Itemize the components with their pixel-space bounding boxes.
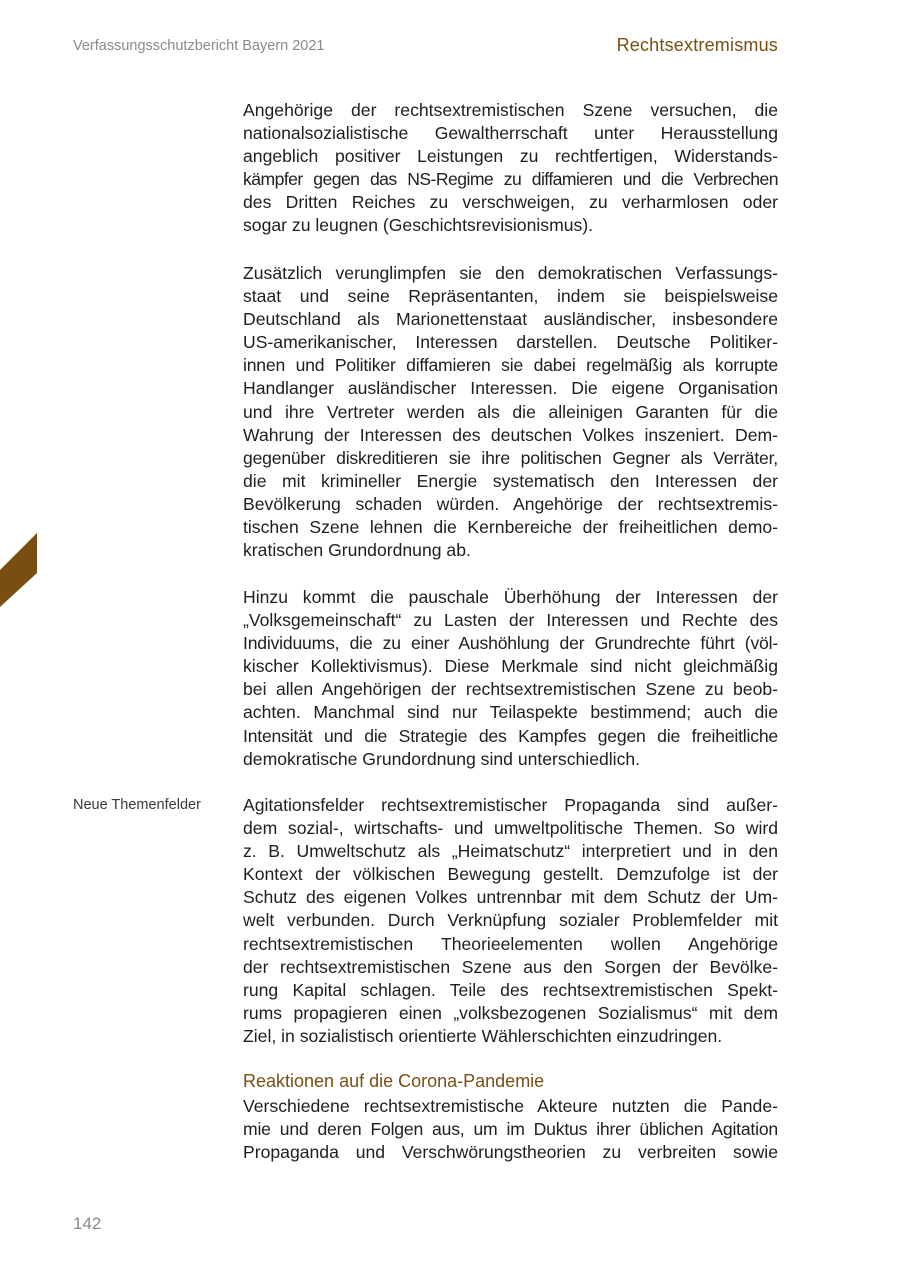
paragraph-3	[243, 586, 778, 771]
paragraph-line: kämpfer gegen das NS-Regime zu diffamieren und die Verbrechen	[243, 169, 778, 190]
paragraph-line: mie und deren Folgen aus, um im Duktus ihrer üblichen Agitation	[243, 1119, 778, 1140]
paragraph-line: die mit krimineller Energie systematisch den Interessen der	[243, 470, 778, 491]
paragraph-line: Agitationsfelder rechtsextremistischer Propaganda sind außer-	[243, 795, 778, 815]
paragraph-line: Wahrung der Interessen des deutschen Volkes inszeniert. Dem-	[243, 424, 778, 445]
paragraph-line: innen und Politiker diffamieren sie dabei regelmäßig als korrupte	[243, 355, 778, 376]
paragraph-line: rechtsextremistischen Theorieelementen wollen Angehörige	[243, 933, 778, 954]
paragraph-line: welt verbunden. Durch Verknüpfung sozialer Problemfelder mit	[243, 910, 778, 931]
paragraph-line: Kontext der völkischen Bewegung gestellt. Demzufolge ist der	[243, 864, 778, 885]
paragraph-4	[243, 794, 778, 1048]
paragraph-line: Zusätzlich verunglimpfen sie den demokratischen Verfassungs-	[243, 263, 778, 283]
paragraph-line: z. B. Umweltschutz als „Heimatschutz“ interpretiert und in den	[243, 841, 778, 862]
paragraph-line: Intensität und die Strategie des Kampfes gegen die freiheitliche	[243, 725, 778, 746]
paragraph-line: Propaganda und Verschwörungstheorien zu verbreiten sowie	[243, 1142, 778, 1163]
paragraph-line: Ziel, in sozialistisch orientierte Wählerschichten einzudringen.	[243, 1025, 723, 1046]
paragraph-line: „Volksgemeinschaft“ zu Lasten der Interessen und Rechte des	[243, 610, 778, 631]
document-title: Verfassungsschutzbericht Bayern 2021	[73, 38, 325, 54]
paragraph-line: demokratische Grundordnung sind unterschiedlich.	[243, 748, 641, 769]
paragraph-line: rums propagieren einen „volksbezogenen Sozialismus“ mit dem	[243, 1002, 778, 1023]
margin-note: Neue Themenfelder	[73, 797, 201, 813]
paragraph-line: des Dritten Reiches zu verschweigen, zu verharmlosen oder	[243, 192, 778, 213]
paragraph-line: kratischen Grundordnung ab.	[243, 540, 471, 561]
paragraph-line: Angehörige der rechtsextremistischen Szene versuchen, die	[243, 100, 778, 120]
paragraph-line: dem sozial-, wirtschafts- und umweltpolitische Themen. So wird	[243, 818, 778, 839]
section-title: Rechtsextremismus	[616, 35, 778, 55]
paragraph-line: Bevölkerung schaden würden. Angehörige der rechtsextremis-	[243, 493, 778, 514]
paragraph-line: Hinzu kommt die pauschale Überhöhung der Interessen der	[243, 587, 778, 607]
paragraph-line: achten. Manchmal sind nur Teilaspekte bestimmend; auch die	[243, 702, 778, 723]
paragraph-line: gegenüber diskreditieren sie ihre politischen Gegner als Verräter,	[243, 447, 778, 468]
paragraph-1	[243, 99, 778, 238]
paragraph-line: rung Kapital schlagen. Teile des rechtsextremistischen Spekt-	[243, 979, 778, 1000]
section-subheading: Reaktionen auf die Corona-Pandemie	[243, 1071, 545, 1091]
chapter-tab-marker	[0, 533, 37, 607]
paragraph-line: staat und seine Repräsentanten, indem sie beispielsweise	[243, 286, 778, 307]
paragraph-line: sogar zu leugnen (Geschichtsrevisionismus).	[243, 215, 594, 236]
paragraph-line: Handlanger ausländischer Interessen. Die eigene Organisation	[243, 378, 778, 399]
paragraph-line: Verschiedene rechtsextremistische Akteure nutzten die Pande-	[243, 1096, 778, 1116]
paragraph-line: tischen Szene lehnen die Kernbereiche der freiheitlichen demo-	[243, 517, 778, 538]
paragraph-line: kischer Kollektivismus). Diese Merkmale sind nicht gleichmäßig	[243, 656, 778, 677]
paragraph-line: Schutz des eigenen Volkes untrennbar mit dem Schutz der Um-	[243, 887, 778, 908]
paragraph-5	[243, 1095, 778, 1164]
paragraph-line: nationalsozialistische Gewaltherrschaft unter Herausstellung	[243, 123, 778, 144]
paragraph-line: der rechtsextremistischen Szene aus den Sorgen der Bevölke-	[243, 956, 778, 977]
paragraph-line: US-amerikanischer, Interessen darstellen. Deutsche Politiker-	[243, 332, 778, 353]
paragraph-2	[243, 262, 778, 562]
paragraph-line: angeblich positiver Leistungen zu rechtfertigen, Widerstands-	[243, 146, 778, 167]
paragraph-line: Individuums, die zu einer Aushöhlung der Grundrechte führt (völ-	[243, 633, 778, 654]
paragraph-line: und ihre Vertreter werden als die alleinigen Garanten für die	[243, 401, 778, 422]
page-number: 142	[73, 1214, 102, 1233]
paragraph-line: Deutschland als Marionettenstaat ausländischer, insbesondere	[243, 309, 778, 330]
paragraph-line: bei allen Angehörigen der rechtsextremistischen Szene zu beob-	[243, 679, 778, 700]
